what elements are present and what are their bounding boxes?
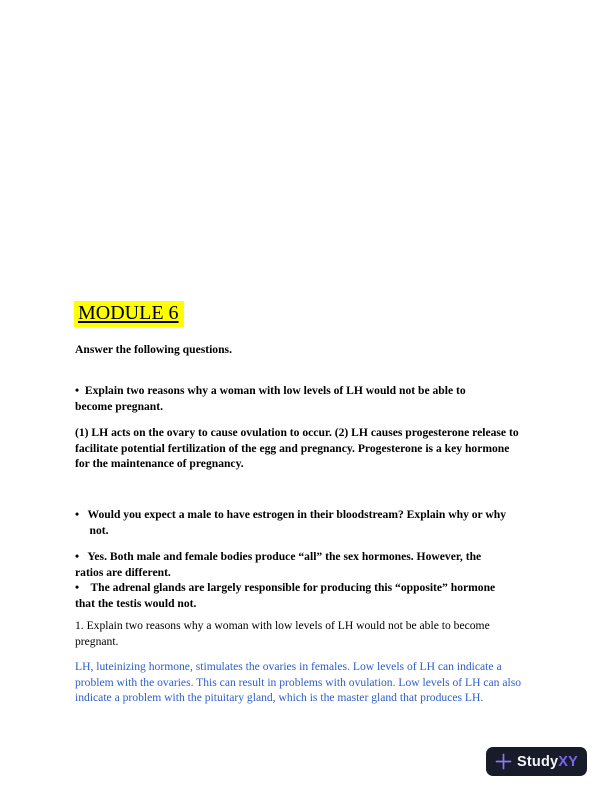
repeated-question-1 [75, 618, 490, 649]
answer-1-bold [75, 425, 519, 472]
repeated-question-line: pregnant. [75, 634, 119, 648]
question-2-line: • Would you expect a male to have estrogen in their bloodstream? Explain why or why [75, 508, 507, 521]
answer-2-line: • The adrenal glands are largely responsible for producing this “opposite” hormone [75, 581, 496, 594]
heading-text: MODULE 6 [78, 302, 179, 324]
blue-answer-line: LH, luteinizing hormone, stimulates the ovaries in females. Low levels of LH can indicate a [75, 660, 502, 673]
blue-answer-line: indicate a problem with the pituitary gland, which is the master gland that produces LH. [75, 691, 484, 704]
brand-name [517, 754, 578, 770]
heading-highlight [74, 301, 184, 327]
question-1-line: become pregnant. [75, 399, 164, 413]
blue-answer-paragraph [75, 659, 521, 706]
instructions-text [75, 342, 232, 358]
blue-answer-line: problem with the ovaries. This can result in problems with ovulation. Low levels of LH can also [75, 675, 522, 689]
answer-1-line: (1) LH acts on the ovary to cause ovulation to occur. (2) LH causes progesterone release to [75, 426, 519, 439]
answer-1-line: facilitate potential fertilization of the egg and pregnancy. Progesterone is a key hormone [75, 441, 510, 455]
studyxy-logo-badge [486, 747, 587, 776]
answer-2-bold [75, 549, 495, 611]
module-heading [74, 301, 184, 327]
answer-2-line: ratios are different. [75, 565, 171, 579]
question-2-line: not. [75, 523, 109, 537]
instructions-line: Answer the following questions. [75, 343, 232, 356]
plus-icon [495, 753, 512, 770]
answer-2-line: • Yes. Both male and female bodies produce “all” the sex hormones. However, the [75, 550, 482, 563]
brand-name-xy: XY [558, 753, 579, 770]
brand-name-study: Study [517, 753, 559, 770]
answer-2-line: that the testis would not. [75, 596, 197, 610]
answer-1-line: for the maintenance of pregnancy. [75, 457, 244, 470]
question-2 [75, 507, 506, 538]
question-1 [75, 383, 466, 414]
question-1-line: • Explain two reasons why a woman with low levels of LH would not be able to [75, 384, 466, 397]
repeated-question-line: 1. Explain two reasons why a woman with low levels of LH would not be able to become [75, 619, 490, 632]
